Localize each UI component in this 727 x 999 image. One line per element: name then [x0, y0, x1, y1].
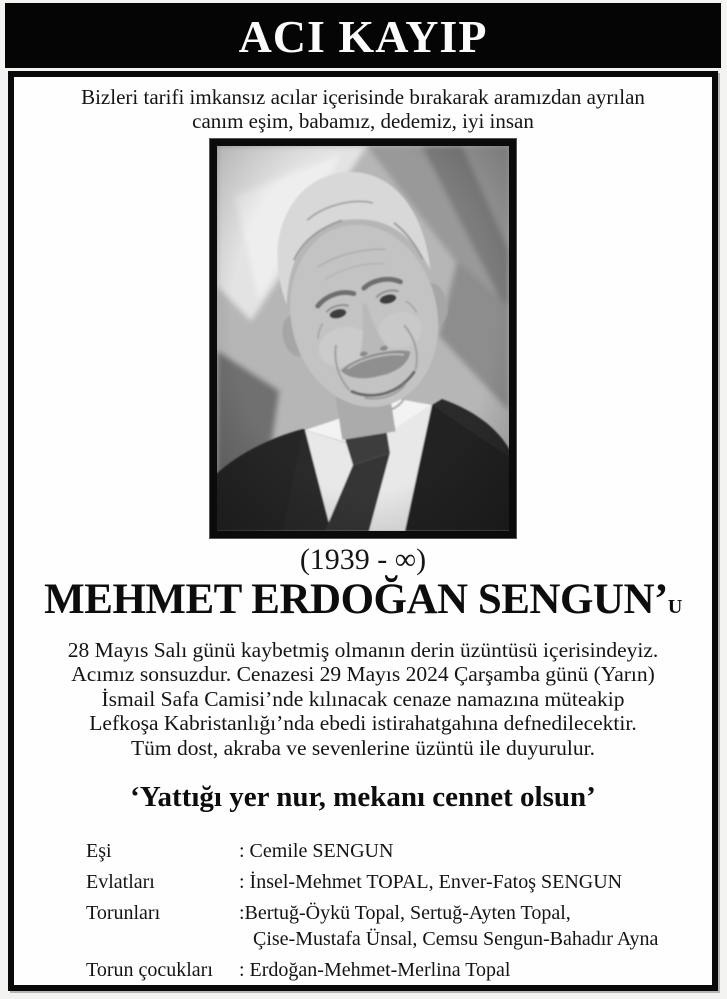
family-label: Eşi [86, 840, 112, 863]
family-value [239, 900, 682, 952]
family-row-children [86, 869, 682, 895]
family-label: Torun çocukları [86, 959, 213, 982]
announcement-line-5: Tüm dost, akraba ve sevenlerine üzüntü ile duyurulur. [131, 735, 595, 760]
family-row-great-grandchildren [86, 957, 682, 983]
family-list [86, 838, 682, 983]
portrait-photo [210, 139, 516, 538]
intro-line-1: Bizleri tarifi imkansız acılar içerisinde bırakarak aramızdan ayrılan [81, 85, 645, 109]
banner-title: ACI KAYIP [238, 10, 488, 62]
announcement-line-2: Acımız sonsuzdur. Cenazesi 29 Mayıs 2024 Çarşamba günü (Yarın) [71, 662, 655, 687]
banner [5, 3, 721, 68]
family-row-spouse [86, 838, 682, 864]
intro-line-2: canım eşim, babamız, dedemiz, iyi insan [192, 109, 534, 133]
announcement-line-3: İsmail Safa Camisi’nde kılınacak cenaze namazına müteakip [101, 686, 625, 711]
portrait-illustration [217, 146, 509, 531]
life-years: (1939 - ∞) [299, 543, 427, 576]
deceased-name [14, 576, 712, 629]
deceased-name-suffix: u [667, 589, 682, 620]
family-label: Evlatları [86, 871, 155, 894]
family-value: : Cemile SENGUN [239, 840, 394, 863]
funeral-announcement [28, 638, 698, 760]
announcement-line-4: Lefkoşa Kabristanlığı’nda ebedi istirahatgahına defnedilecektir. [89, 711, 637, 736]
family-value-line-1: :Bertuğ-Öykü Topal, Sertuğ-Ayten Topal, [239, 902, 571, 925]
family-value-line-2: Çise-Mustafa Ünsal, Cemsu Sengun-Bahadır Ayna [253, 928, 659, 951]
deceased-name-main: MEHMET ERDOĞAN SENGUN’ [44, 576, 668, 623]
intro-text [34, 85, 692, 133]
announcement-line-1: 28 Mayıs Salı günü kaybetmiş olmanın derin üzüntüsü içerisindeyiz. [67, 638, 659, 662]
family-value: : Erdoğan-Mehmet-Merlina Topal [239, 959, 511, 982]
announcement-frame [8, 71, 718, 991]
family-value: : İnsel-Mehmet TOPAL, Enver-Fatoş SENGUN [239, 871, 623, 894]
memorial-quote: ‘Yattığı yer nur, mekanı cennet olsun’ [130, 781, 596, 814]
family-row-grandchildren [86, 900, 682, 952]
family-label: Torunları [86, 902, 161, 925]
